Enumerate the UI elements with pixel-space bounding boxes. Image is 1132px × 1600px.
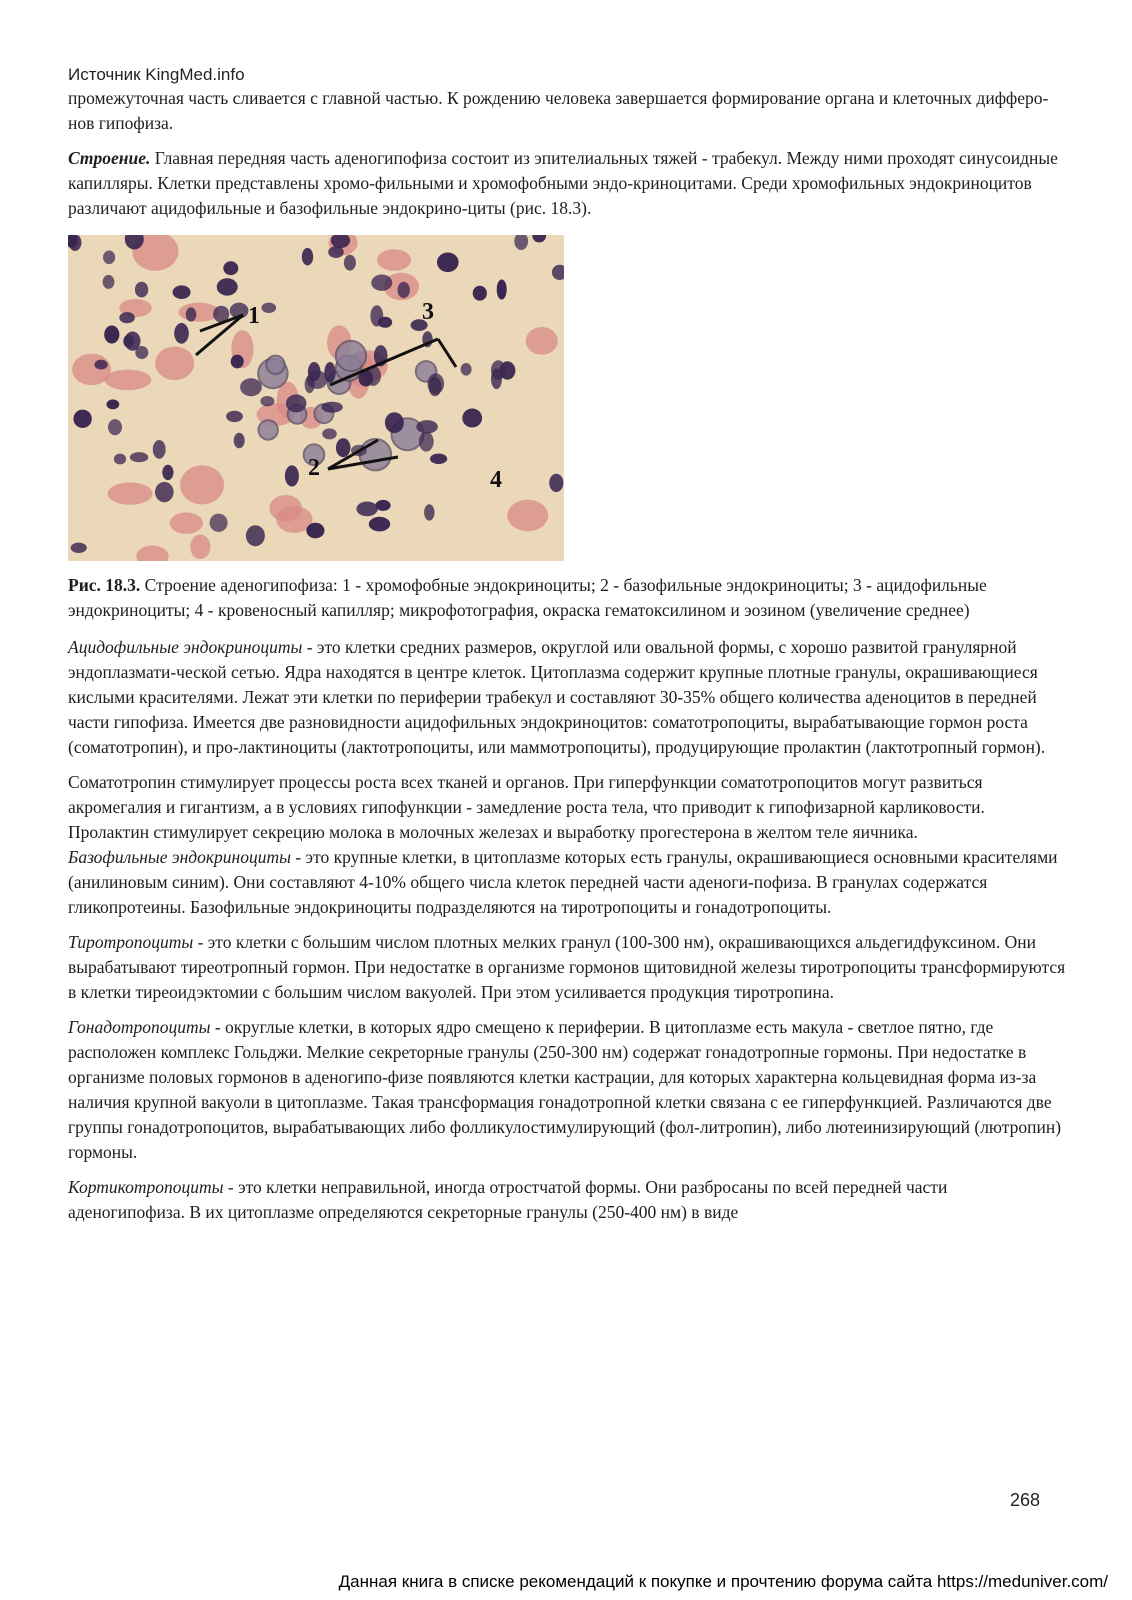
cell-nucleus (108, 419, 122, 435)
figure-label-2: 2 (308, 455, 320, 481)
cell-nucleus (104, 326, 119, 344)
paragraph-intro: промежуточная часть сливается с главной частью. К рождению человека завершается формирование органа и клеточных дифферо-нов гипофиза. (68, 88, 1049, 133)
cell-nucleus (246, 525, 265, 546)
cell-nucleus (419, 432, 434, 452)
basophils-body: - это крупные клетки, в цитоплазме которых есть гранулы, окрашивающиеся основными красителями (анилиновым синим). Они составляют 4-10% общего числа клеток передней части аденоги-пофиза. В гранулах содержатся гликопротеины. Базофильные эндокриноциты подразделяются на тиротропоциты и гонадотропоциты. (68, 847, 1058, 917)
cell-nucleus (107, 399, 120, 409)
cell-nucleus (94, 360, 107, 370)
cell-nucleus (210, 514, 228, 532)
cell-nucleus (491, 360, 506, 379)
cell-nucleus (135, 282, 148, 298)
micrograph-image (68, 235, 564, 561)
structure-lead: Строение. (68, 148, 151, 168)
corticotropocytes-term: Кортикотропоциты (68, 1177, 224, 1197)
basophils-term: Базофильные эндокриноциты (68, 847, 291, 867)
acidophil-cell (108, 482, 153, 504)
acidophil-cell (155, 347, 194, 381)
basophil-cell (259, 420, 278, 439)
paragraph-basophils (68, 845, 1068, 920)
cell-nucleus (260, 396, 274, 406)
cell-nucleus (306, 523, 324, 539)
acidophil-cell (377, 249, 411, 271)
acidophils-body: - это клетки средних размеров, округлой или овальной формы, с хорошо развитой гранулярной эндоплазмати-ческой сетью. Ядра находятся в центре клеток. Цитоплазма содержит крупные плотные гранулы, окрашивающиеся кислыми красителями. Лежат эти клетки по периферии трабекул и составляют 30-35% общего количества аденоцитов в передней части гипофиза. Имеется две разновидности ацидофильных эндокриноцитов: соматотропоциты, вырабатывающие гормон роста (соматотропин), и про-лактиноциты (лактотропоциты, или маммотропоциты), продуцирующие пролактин (лактотропный гормон). (68, 637, 1046, 757)
cell-nucleus (497, 280, 507, 300)
cell-nucleus (322, 428, 337, 439)
cell-nucleus (356, 502, 377, 517)
cell-nucleus (308, 362, 321, 381)
acidophil-cell (179, 303, 220, 322)
cell-nucleus (231, 355, 244, 369)
paragraph-gonadotropocytes (68, 1015, 1068, 1165)
cell-nucleus (473, 286, 487, 301)
cell-nucleus (155, 482, 174, 502)
cell-nucleus (370, 305, 383, 326)
figure-caption (68, 573, 1068, 623)
cell-nucleus (285, 465, 299, 486)
cell-nucleus (429, 377, 442, 396)
basophil-cell (266, 356, 284, 374)
cell-nucleus (217, 278, 238, 295)
figure-label-4: 4 (490, 467, 502, 493)
cell-nucleus (153, 440, 166, 459)
footer-notice: Данная книга в списке рекомендаций к покупке и прочтению форума сайта https://meduniver.com/ (338, 1572, 1108, 1591)
caption-lead: Рис. 18.3. (68, 575, 141, 595)
cell-nucleus (223, 261, 238, 275)
cell-nucleus (103, 275, 115, 289)
cell-nucleus (430, 454, 447, 465)
cell-nucleus (240, 378, 262, 396)
cell-nucleus (103, 251, 115, 265)
paragraph-structure (68, 146, 1068, 221)
cell-nucleus (73, 410, 91, 428)
structure-body: Главная передняя часть аденогипофиза состоит из эпителиальных тяжей - трабекул. Между ними проходят синусоидные капилляры. Клетки представлены хромо-фильными и хромофобными эндо-криноцитами. Среди хромофильных эндокриноцитов различают ацидофильные и базофильные эндокрино-циты (рис. 18.3). (68, 148, 1058, 218)
cell-nucleus (130, 452, 148, 462)
cell-nucleus (398, 282, 410, 298)
paragraph-thyrotropocytes (68, 930, 1068, 1005)
cell-nucleus (385, 412, 404, 433)
acidophil-cell (507, 500, 548, 531)
cell-nucleus (424, 504, 434, 520)
cell-nucleus (186, 307, 197, 321)
cell-nucleus (119, 312, 135, 323)
paragraph-acidophils (68, 635, 1068, 760)
cell-nucleus (173, 285, 191, 299)
paragraph-somatotropin: Соматотропин стимулирует процессы роста всех тканей и органов. При гиперфункции соматотропоцитов могут развиться акромегалия и гигантизм, а в условиях гипофункции - замедление роста тела, что приводит к гипофизарной карликовости. Пролактин стимулирует секрецию молока в молочных железах и выработку прогестерона в желтом теле яичника. (68, 772, 985, 842)
cell-nucleus (371, 275, 392, 291)
acidophil-cell (190, 535, 210, 560)
gonadotropocytes-body: - округлые клетки, в которых ядро смещено к периферии. В цитоплазме есть макула - светлое пятно, где расположен комплекс Гольджи. Мелкие секреторные гранулы (250-300 нм) содержат гонадотропные гормоны. При недостатке в организме половых гормонов в аденогипо-физе появляются клетки кастрации, для которых характерна кольцевидная форма из-за наличия крупной вакуоли в цитоплазме. Такая трансформация гонадотропной клетки связана с ее гиперфункцией. Различаются две группы гонадотропоцитов, вырабатывающих либо фолликулостимулирующий (фол-литропин), либо лютеинизирующий (лютропин) гормоны. (68, 1017, 1062, 1162)
cell-nucleus (416, 420, 438, 433)
micrograph-figure (68, 235, 564, 561)
cell-nucleus (549, 474, 563, 492)
acidophil-cell (170, 512, 203, 534)
figure-label-1: 1 (248, 303, 260, 329)
gonadotropocytes-term: Гонадотропоциты (68, 1017, 211, 1037)
document-page (68, 64, 1068, 1225)
cell-nucleus (321, 402, 342, 413)
cell-nucleus (71, 543, 87, 553)
cell-nucleus (135, 346, 148, 359)
cell-nucleus (369, 517, 390, 532)
cell-nucleus (226, 411, 243, 422)
cell-nucleus (114, 454, 126, 465)
cell-nucleus (286, 394, 307, 412)
thyrotropocytes-term: Тиротропоциты (68, 932, 194, 952)
cell-nucleus (461, 363, 472, 376)
page-number: 268 (1010, 1490, 1041, 1510)
acidophils-term: Ацидофильные эндокриноциты (68, 637, 303, 657)
acidophil-cell (105, 370, 152, 391)
caption-body: Строение аденогипофиза: 1 - хромофобные эндокриноциты; 2 - базофильные эндокриноциты; 3 - ацидофильные эндокриноциты; 4 - кровеносный капилляр; микрофотография, окраска гематоксилином и эозином (увеличение среднее) (68, 575, 987, 620)
cell-nucleus (302, 248, 313, 266)
source-header: Источник KingMed.info (68, 65, 245, 84)
cell-nucleus (344, 255, 356, 271)
cell-nucleus (262, 303, 277, 313)
cell-nucleus (336, 438, 351, 457)
corticotropocytes-body: - это клетки неправильной, иногда отростчатой формы. Они разбросаны по всей передней части аденогипофиза. В их цитоплазме определяются секреторные гранулы (250-400 нм) в виде (68, 1177, 948, 1222)
acidophil-cell (526, 327, 558, 355)
cell-nucleus (437, 253, 459, 273)
cell-nucleus (174, 323, 189, 344)
figure-label-3: 3 (422, 299, 434, 325)
cell-nucleus (162, 465, 173, 480)
cell-nucleus (462, 409, 482, 428)
basophil-cell (360, 439, 391, 470)
cell-nucleus (234, 433, 245, 448)
acidophil-cell (180, 465, 224, 504)
thyrotropocytes-body: - это клетки с большим числом плотных мелких гранул (100-300 нм), окрашивающихся альдегидфуксином. Они вырабатывают тиреотропный гормон. При недостатке в организме гормонов щитовидной железы тиротропоциты трансформируются в клетки тиреоидэктомии с большим числом вакуолей. При этом усиливается продукция тиротропина. (68, 932, 1066, 1002)
basophil-cell (336, 341, 366, 371)
acidophil-cell (72, 354, 111, 386)
paragraph-corticotropocytes (68, 1175, 1068, 1225)
